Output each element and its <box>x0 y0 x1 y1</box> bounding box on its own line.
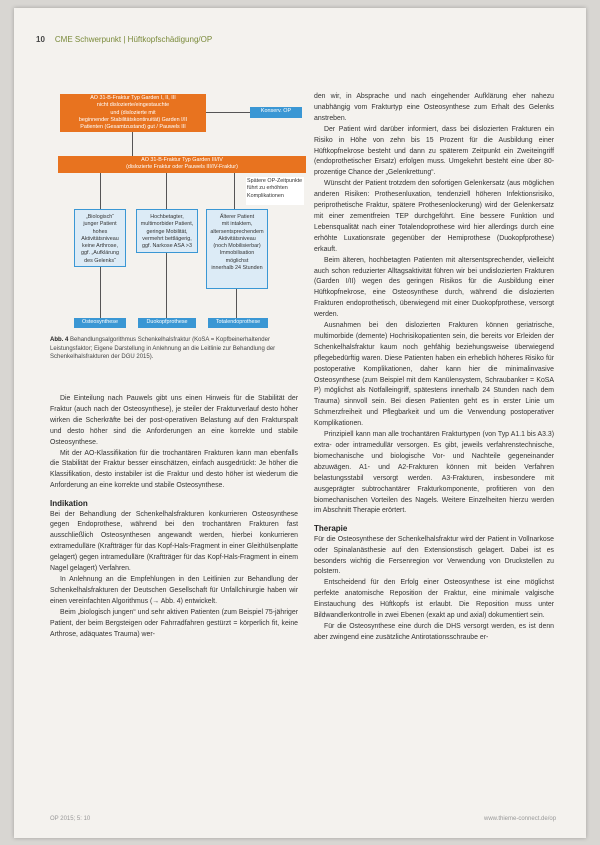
flow-bottom-center <box>138 318 196 328</box>
flow-bottom-left-label: Osteosynthese <box>82 319 118 325</box>
flow-note-line-1: Spätere OP-Zeitpunkte <box>247 178 303 184</box>
flow-center-line-2: multimorbider Patient, <box>140 221 194 228</box>
flow-left-line-1: „Biologisch“ <box>85 214 115 220</box>
flow-center-line-1: Hochbetagter, <box>150 214 184 220</box>
flow-top-box <box>60 94 206 132</box>
paragraph: den wir, in Absprache und nach eingehender Aufklärung eher nahezu unabhängig vom Frakturtyp eine Osteosynthese zum Erhalt des Gelenks anstreben. <box>314 93 554 122</box>
paragraph: Für die Osteosynthese eine durch die DHS versorgt werden, es ist denn aber zwingend eine zusätzliche Antirotationsschraube er- <box>314 622 554 641</box>
flow-left-line-5: ggf. „Aufklärung <box>80 250 120 257</box>
flow-mid-line-2: (dislozierte Fraktur oder Pauwels III/IV-Fraktur) <box>126 164 238 171</box>
flow-left-line-3: hohes Aktivitätsniveau <box>81 228 119 242</box>
paragraph: Mit der AO-Klassifikation für die trochantären Frakturen kann man ebenfalls die Stabilität der Fraktur besser einschätzen, einfach ausgedrückt: Je höher die Klassifikation, desto instabiler ist die Fraktur und desto höher ist wiederum die Anforderung an eine korrekte und stabile Osteosynthese. <box>50 449 298 490</box>
flow-center-line-5: ggf. Narkose ASA >3 <box>142 243 192 250</box>
running-title: CME Schwerpunkt | Hüftkopfschädigung/OP <box>54 35 213 44</box>
paragraph: Ausnahmen bei den dislozierten Frakturen können geriatrische, multimorbide (demente) Hochrisikopatienten sein, die bereits vor Erleiden der Schenkelhalsfraktur kaum noch gehfähig beziehungsweise überwiegend pflegebedürftig waren. Diese Patienten haben ein erheblich höheres Risiko für postoperative Komplikationen, daher kann hier die minimalinvasive Osteosynthese (zum Beispiel mit dem Kanülensystem, Schraubanker = KoSA P) möglichst als Notfalleingriff, spätestens innerhalb 24 Stunden nach dem Trauma) sinnvoll sein. Bei diesen Patienten geht es in erster Linie um Schmerzfreiheit und Pflegbarkeit und um die Verwendung postoperativer Komplikationen. <box>314 322 554 428</box>
flow-right-line-2: mit intaktem, <box>221 221 253 228</box>
right-column <box>314 92 554 644</box>
flow-bottom-center-label: Duokopfprothese <box>146 319 188 325</box>
flow-left-box <box>74 209 126 267</box>
flow-note-line-3: Komplikationen <box>247 192 284 199</box>
flow-right-line-7: möglichst <box>225 257 249 264</box>
flow-bottom-right <box>208 318 268 328</box>
flow-left-line-2: junger Patient <box>83 221 117 228</box>
caption-text: Behandlungsalgorithmus Schenkelhalsfraktur (KoSA = Kopfbeinerhaltender Leistungsfaktor; Eigene Darstellung in Anlehnung an die Leitlinie zur Behandlung der Schenkelhalsfrakturen der DGU 2015). <box>50 337 276 361</box>
magazine-page <box>14 8 586 838</box>
paragraph: Beim älteren, hochbetagten Patienten mit altersentsprechender, vielleicht auch schon reduzierter Alltagsaktivität führen wir bei undislozierten Frakturen (Garden I/II) wegen des geringen Risikos für die Ausbildung einer Hüftkopfnekrose, eine Osteosynthese durch, während die dislozierten Frakturen endoprothetisch, überwiegend mit einer Duokopfprothese, versorgt werden. <box>314 256 554 319</box>
flow-left-line-6: des Gelenks“ <box>84 257 116 264</box>
paragraph: Der Patient wird darüber informiert, dass bei dislozierten Frakturen ein Risiko in Höhe von zehn bis 15 Prozent für die Ausbildung einer Hüftkopfnekrose besteht und dann zu späterem Zeitpunkt ein Zweiteingriff (endoprothetischer Ersatz) erfolgen muss. Umgekehrt besteht eine über 80-prozentige Chance der „Gelenkrettung“. <box>314 125 554 177</box>
paragraph: Die Einteilung nach Pauwels gibt uns einen Hinweis für die Stabilität der Fraktur (auch nach der Osteosynthese), je steiler der Frakturverlauf desto höher wirken die Scherkräfte bei der post-operativen Belastung auf den Frakturspalt und desto höher sind die Anforderungen an eine korrekte und stabile Osteosynthese. <box>50 395 298 446</box>
flow-top-line-3: und (dislozierte mit <box>110 109 156 116</box>
connector <box>132 132 133 156</box>
paragraph: Bei der Behandlung der Schenkelhalsfrakturen konkurrieren Osteosynthese gegen Endoprothese, während bei den trochantären Frakturen fast ausschließlich Osteosynthesen angewandt werden, hierbei konkurrieren extramedulläre (Kraftträger für das Kopf-Hals-Fragment in einer Gleithülsenplatte gelagert) gegen intramedulläre (Kraftträger für das Kopf-Hals-Fragment in einem Nagel gelagert) Verfahren. <box>50 510 298 573</box>
connector <box>234 173 235 209</box>
flow-right-line-1: Älterer Patient <box>219 214 255 220</box>
paragraph: In Anlehnung an die Empfehlungen in den Leitlinien zur Behandlung der Schenkelhalsfrakturen der Deutschen Gesellschaft für Unfallchirurgie haben wir einen vereinfachten Algorithmus (→ Abb. 4) entwickelt. <box>50 575 298 605</box>
paragraph: Entscheidend für den Erfolg einer Osteosynthese ist eine möglichst perfekte anatomische Reposition der Fraktur, eine minimale valgische Einstauchung des Hüftkopfs ist erlaubt. Die Reposition muss unter Bildwandlerkontrolle in zwei Ebenen (exakt ap und axial) dokumentiert sein. <box>314 579 554 620</box>
flow-top-line-4: beginnender Stabilitätskontinuität) Garden I/II <box>78 116 188 123</box>
flow-top-line-5: Patienten (Gesamtzustand) gut / Pauwels III <box>80 124 186 131</box>
connector <box>166 173 167 209</box>
paragraph: Wünscht der Patient trotzdem den sofortigen Gelenkersatz (aus möglichen anderen Risiken: Prothesenluxation, tendenziell höheren Infektionsrisiko, periprothetische Fraktur, spätere Prothesenlockerung) wird der Gelenkersatz mit einer zementfreien TEP durchgeführt. Eine bessere Funktion und Lebensqualität nach einer Totalendoprothese wird hier allerdings durch eine erhöhte Luxationsrate gegenüber der Hemiprothese (Duokopfprothese) erkauft. <box>314 180 554 253</box>
flow-center-line-4: vermehrt bettlägerig, <box>142 235 192 242</box>
flow-mid-line-1: AO 31-B-Fraktur Typ Garden III/IV <box>141 157 223 163</box>
running-header <box>36 35 212 44</box>
connector <box>206 112 250 113</box>
flow-top-right-label: Konserv. OP <box>260 108 292 114</box>
flow-right-line-4: Aktivitätsniveau <box>218 235 256 242</box>
flow-left-line-4: keine Arthrose, <box>82 243 118 250</box>
page-number: 10 <box>36 35 45 44</box>
flow-right-line-5: (noch Mobilisierbar) <box>213 243 261 250</box>
left-column <box>50 394 298 640</box>
flow-side-note <box>246 177 304 205</box>
footer-left: OP 2015; 5: 10 <box>50 816 91 822</box>
flow-mid-box <box>58 156 306 173</box>
flow-right-line-6: Immobilisation <box>219 250 255 257</box>
flow-top-line-2: nicht dislozierte/eingestauchte <box>96 102 170 109</box>
flow-right-line-3: altersentsprechendem <box>210 228 264 235</box>
section-heading-indikation: Indikation <box>50 499 88 509</box>
flow-center-box <box>136 209 198 253</box>
paragraph: Beim „biologisch jungen“ und sehr aktiven Patienten (zum Beispiel 75-jähriger Patient, der beim Bergsteigen oder Fahrradfahren gestürzt = körperlich fit, keine Arthrose, adäquates Trauma) wer- <box>50 608 298 638</box>
flow-note-line-2: führt zu erhöhten <box>247 185 288 192</box>
flow-bottom-left <box>74 318 126 328</box>
footer-right: www.thieme-connect.de/op <box>484 816 557 822</box>
flow-bottom-right-label: Totalendoprothese <box>215 319 261 325</box>
flow-right-box <box>206 209 268 289</box>
connector <box>100 267 101 318</box>
figure-caption <box>50 336 298 362</box>
flow-top-line-1: AO 31-B-Fraktur Typ Garden I, II, III <box>90 95 176 101</box>
paragraph: Für die Osteosynthese der Schenkelhalsfraktur wird der Patient in Vollnarkose oder Spinalanästhesie auf den Extensionstisch gelagert. Dabei ist es besonders wichtig die Fersenregion vor Verwendung von Druckstellen zu polstern. <box>314 535 554 576</box>
flow-right-line-8: innerhalb 24 Stunden <box>211 265 263 272</box>
connector <box>100 173 101 209</box>
section-heading-therapie: Therapie <box>314 524 348 534</box>
caption-label: Abb. 4 <box>50 337 69 343</box>
connector <box>236 289 237 318</box>
flow-center-line-3: geringe Mobilität, <box>146 228 188 235</box>
connector <box>166 253 167 318</box>
flow-top-right-box <box>250 107 302 118</box>
paragraph: Prinzipiell kann man alle trochantären Frakturtypen (von Typ A1.1 bis A3.3) extra- oder intramedullär versorgen. Es gibt, jeweils verfahrenstechnische, biomechanische und biologische Vor- und Nachteile gegeneinander abzuwägen. A1- und A2-Frakturen können mit beiden Verfahren belastungsstabil versorgt werden. A3-Frakturen, insbesondere mit ausgeprägter subtrochantärer Frakturkomponente, profitieren von den biomechanischen Vorteilen des Nagels. Weitere Einzelheiten hierzu werden im Abschnitt Therapie erörtert. <box>314 431 554 515</box>
